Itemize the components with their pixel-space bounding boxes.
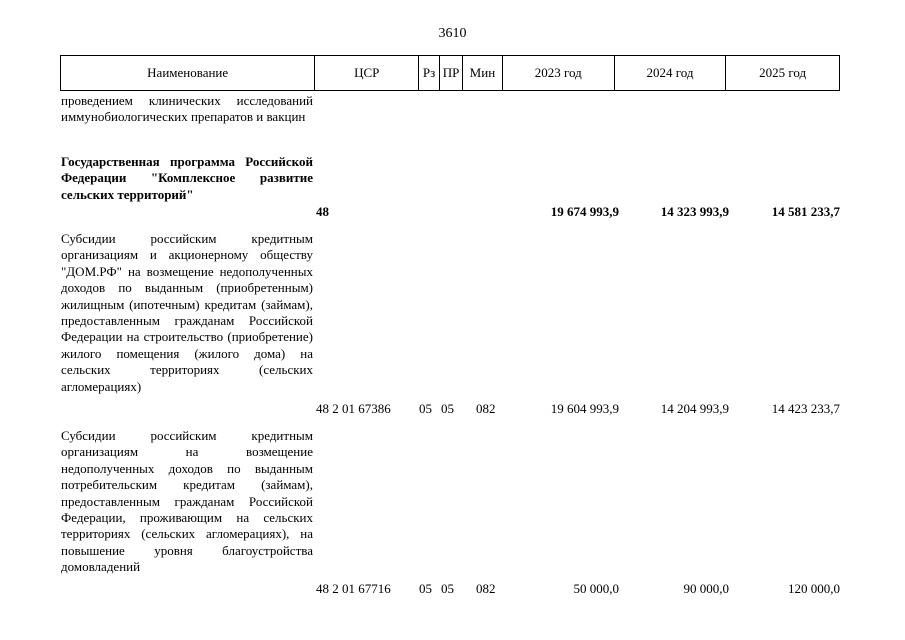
table-header [60,55,840,91]
page-number: 3610 [438,26,467,41]
row-name: проведением клинических исследований иммунобиологических препаратов и вакцин [61,93,313,125]
row-csr: 48 2 01 67716 [316,581,391,596]
row-min: 082 [476,401,496,416]
row-pr: 05 [441,581,454,596]
header-name: Наименование [61,56,315,90]
header-2023: 2023 год [503,56,615,90]
row-pr: 05 [441,401,454,416]
row-2025: 14 581 233,7 [771,204,840,219]
header-pr: ПР [440,56,463,90]
row-name: Субсидии российским кредитным организациям и акционерному обществу "ДОМ.РФ" на возмещение недополученных доходов по выданным (приобретенным) жилищным (ипотечным) кредитам (займам), предоставленным гражданам Российской Федерации на строительство (приобретение) жилого помещения (жилого дома) на сельских территориях (сельских агломерациях) [61,231,313,394]
row-2023: 19 604 993,9 [550,401,619,416]
header-2024: 2024 год [615,56,727,90]
header-min: Мин [463,56,503,90]
header-2025: 2025 год [759,65,807,80]
row-2024: 14 204 993,9 [660,401,729,416]
row-2025: 14 423 233,7 [771,401,840,416]
header-csr: ЦСР [315,56,419,90]
row-2023: 19 674 993,9 [550,204,619,219]
row-name: Государственная программа Российской Федерации "Комплексное развитие сельских территорий" [61,154,313,202]
row-name: Субсидии российским кредитным организациям на возмещение недополученных доходов по выданным потребительским кредитам (займам), предоставленным гражданам Российской Федерации, проживающим на сельских территориях (сельских агломерациях), на повышение уровня благоустройства домовладений [61,428,313,575]
row-2025: 120 000,0 [788,581,840,596]
row-min: 082 [476,581,496,596]
row-2024: 90 000,0 [683,581,729,596]
row-rz: 05 [419,581,432,596]
row-2024: 14 323 993,9 [660,204,729,219]
row-csr: 48 [316,204,329,219]
row-rz: 05 [419,401,432,416]
row-2023: 50 000,0 [573,581,619,596]
header-rz: Рз [419,56,440,90]
row-csr: 48 2 01 67386 [316,401,391,416]
